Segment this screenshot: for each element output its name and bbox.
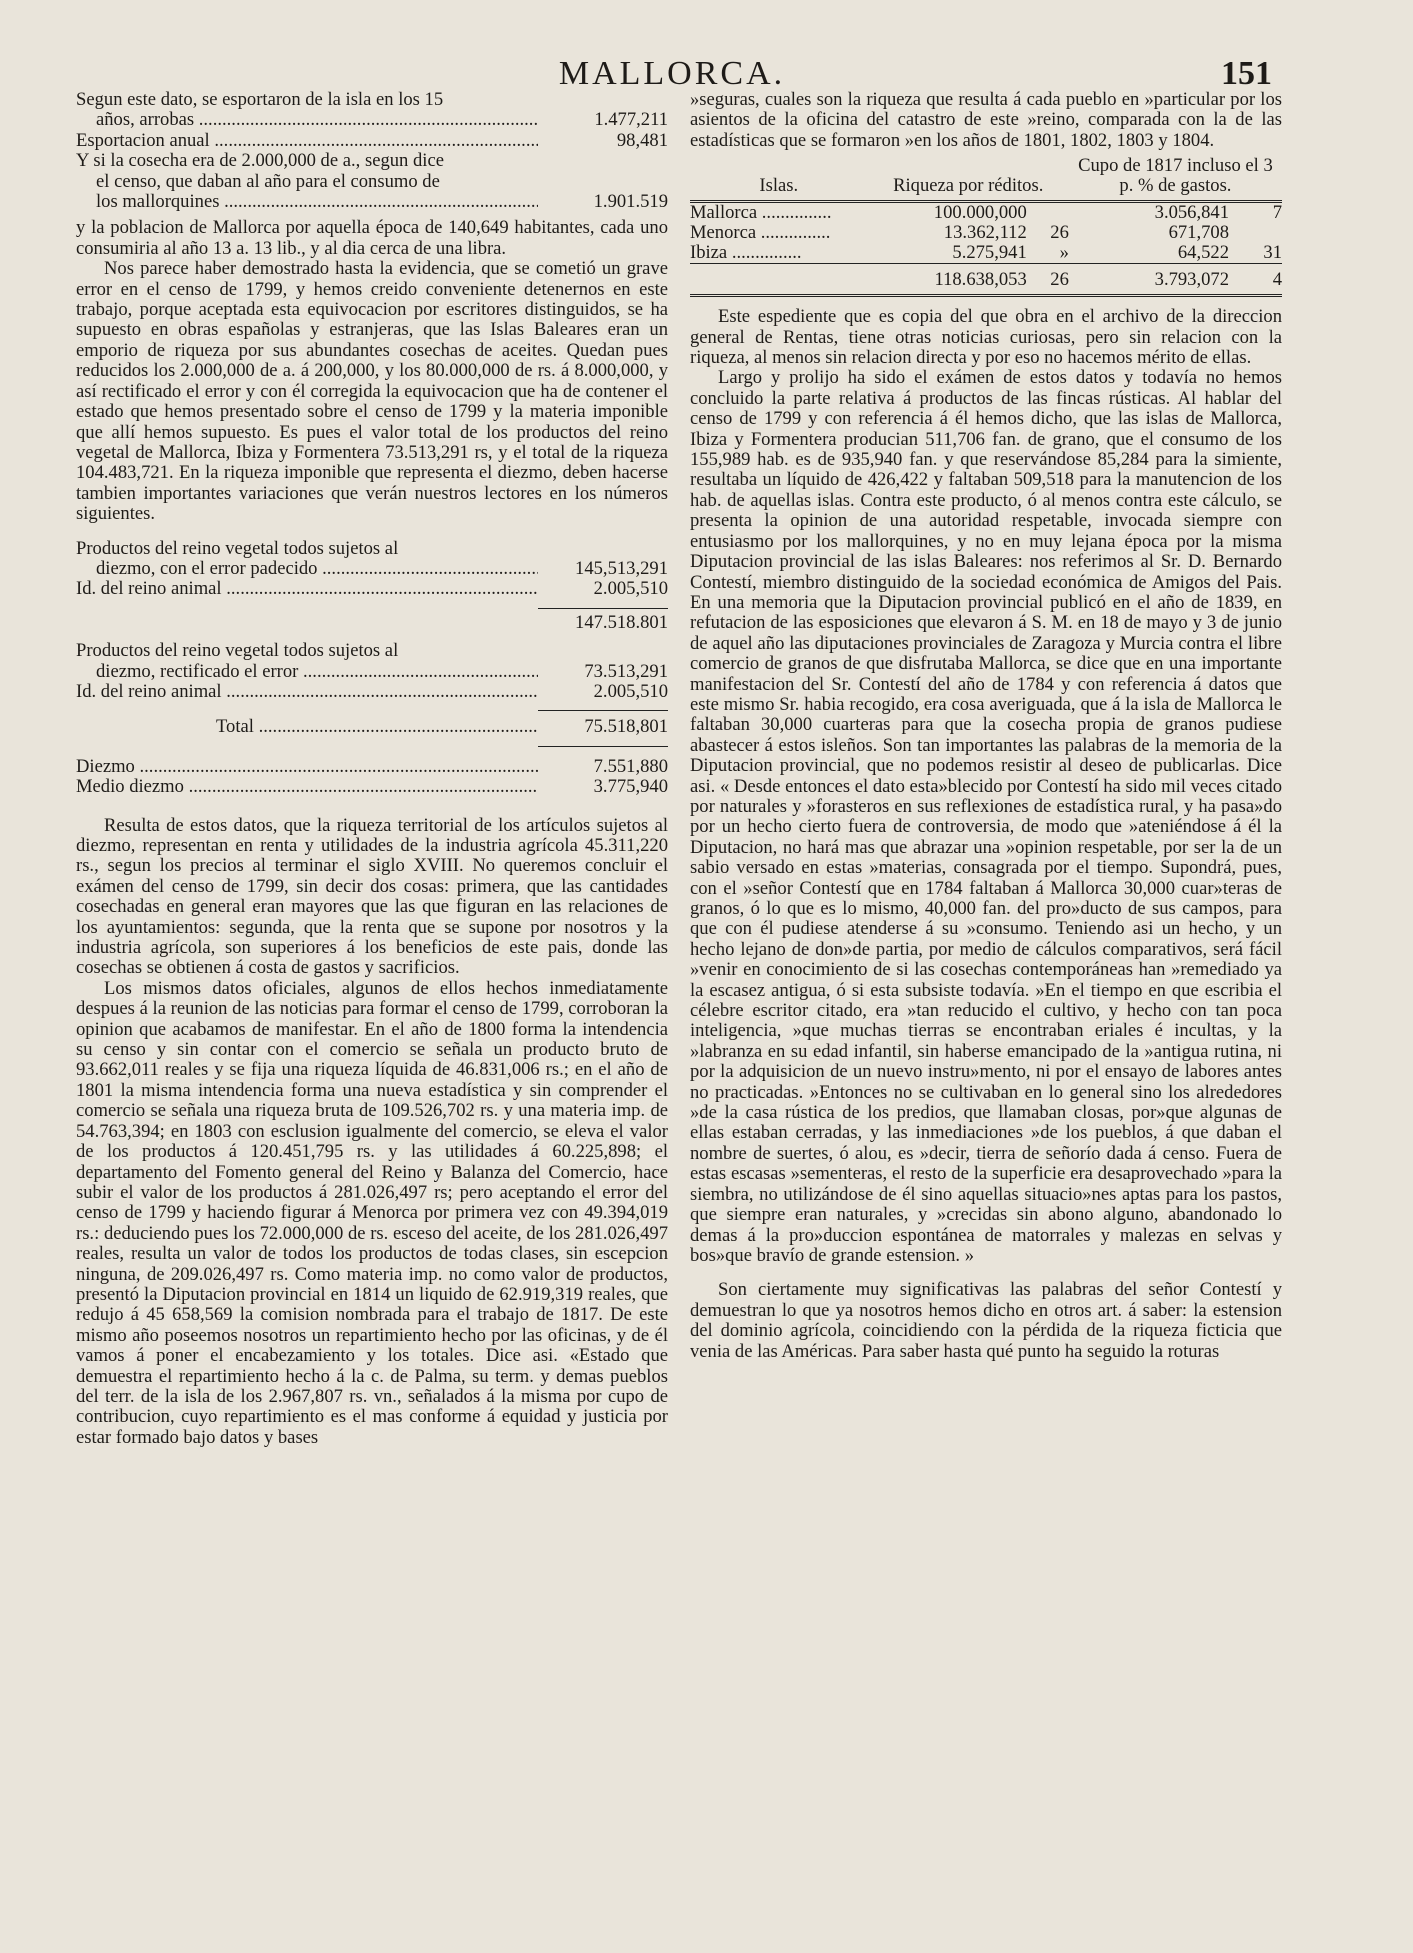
ledger-line (76, 151, 668, 212)
riqueza-table (690, 155, 1282, 297)
table-row (690, 202, 1282, 224)
ledger-amount: 75.518,801 (584, 716, 668, 738)
sum-rule (538, 608, 668, 609)
cell-cupo: 64,522 (1177, 242, 1230, 264)
paragraph: y la poblacion de Mallorca por aquella época de 140,649 habitantes, cada uno consumiria al año 13 a. 13 lib., y al dia cerca de una libra. (76, 217, 668, 259)
ledger-label: Segun este dato, se esportaron de la isla en los 15 (76, 90, 444, 110)
cell-cupo: 3.056,841 (1154, 202, 1230, 224)
table-row (690, 243, 1282, 264)
tithe-ledger (76, 539, 668, 798)
col-header-riqueza: Riqueza por réditos. (868, 155, 1069, 202)
paragraph: Nos parece haber demostrado hasta la evidencia, que se cometió un grave error en el censo de 1799, y hemos creido conveniente detenernos en este trabajo, porque aceptada esta equivocacion por escritores distinguidos, se ha supuesto en obras españolas y estranjeras, que las Islas Baleares eran un emporio de riqueza por sus abundantes cosechas de aceites. Quedan pues reducidos los 2.000,000 de a. á 200,000, y los 80.000,000 de rs. á 8.000,000, y así rectificado el error y con él corregida la equivocacion que ha de contener el estado que hemos presentado sobre el censo de 1799 y la materia imponible que allí hemos supuesto. Es pues el valor total de los productos del reino vegetal de Mallorca, Ibiza y Formentera 73.513,291 rs, y el total de la riqueza 104.483,721. En la riqueza imponible que representa el diezmo, deben hacerse tambien importantes variaciones que verán nuestros lectores en los números siguientes. (76, 258, 668, 525)
cell-cupo: 671,708 (1168, 222, 1230, 244)
cell-cupo-frac: 7 (1272, 202, 1282, 224)
sum-rule (538, 746, 668, 747)
ledger-label: años, arrobas ..... (96, 110, 538, 130)
ledger-line (76, 131, 668, 151)
cell-riqueza: 5.275,941 (952, 242, 1027, 264)
ledger-label: Total ..... (76, 717, 538, 737)
right-column (690, 90, 1282, 1362)
ledger-amount: 73.513,291 (584, 660, 668, 682)
ledger-amount: 145,513,291 (575, 557, 668, 579)
ledger-amount: 7.551,880 (593, 755, 668, 777)
page-title: MALLORCA. (558, 55, 786, 92)
ledger-amount: 2.005,510 (593, 680, 668, 702)
ledger-label: diezmo, rectificado el error ..... (96, 662, 538, 682)
ledger-label: diezmo, con el error padecido ..... (96, 559, 538, 579)
cell-total-cupo-frac: 4 (1229, 264, 1282, 291)
paragraph: Este espediente que es copia del que obra en el archivo de la direccion general de Rentas, tiene otras noticias curiosas, pero sin relacion con la riqueza, al menos sin relacion directa y por eso no hacemos mérito de ellas. (690, 306, 1282, 369)
table-row (690, 223, 1282, 243)
ledger-line (76, 90, 668, 131)
cell-riqueza: 13.362,112 (943, 222, 1027, 244)
cell-riqueza: 100.000,000 (933, 202, 1027, 224)
cell-cupo-frac (1229, 223, 1282, 243)
table-total-row (690, 264, 1282, 291)
cell-total-riqueza-frac: 26 (1027, 264, 1069, 291)
col-header-cupo: Cupo de 1817 incluso el 3 p. % de gastos. (1069, 155, 1282, 202)
cell-riqueza-frac (1027, 202, 1069, 224)
cell-isla: Mallorca ..... (690, 202, 868, 224)
ledger-amount: 3.775,940 (593, 776, 668, 798)
ledger-label: los mallorquines ..... (96, 192, 538, 212)
ledger-label: Esportacion anual ..... (76, 131, 538, 151)
cell-total-riqueza: 118.638,053 (868, 264, 1027, 291)
ledger-label: Y si la cosecha era de 2.000,000 de a., segun dice (76, 151, 444, 172)
ledger-label: Diezmo ..... (76, 757, 538, 777)
cell-riqueza-frac: » (1059, 242, 1069, 264)
page-number: 151 (1221, 55, 1272, 92)
cell-cupo-frac: 31 (1263, 242, 1282, 264)
cell-riqueza-frac: 26 (1050, 222, 1069, 244)
ledger-label: Id. del reino animal ..... (76, 682, 538, 702)
cell-isla: Menorca ..... (690, 223, 868, 243)
ledger-amount: 1.477,211 (594, 109, 668, 131)
export-ledger (76, 90, 668, 212)
ledger-amount: 1.901.519 (593, 191, 668, 213)
left-column (76, 90, 668, 1448)
ledger-amount: 2.005,510 (593, 578, 668, 600)
paragraph: Resulta de estos datos, que la riqueza territorial de los artículos sujetos al diezmo, representan en renta y utilidades de la industria agrícola 45.311,220 rs., segun los precios al terminar el siglo XVIII. No queremos concluir el exámen del censo de 1799, sin decir dos cosas: primera, que las cantidades cosechadas en general eran mayores que las que figuran en las relaciones de los ayuntamientos: segunda, que la renta que se supone por nosotros y la industria agrícola, son superiores á los beneficios de este pais, donde las cosechas se obtienen á costa de gastos y sacrificios. (76, 814, 668, 979)
table-end-rule (690, 290, 1282, 296)
ledger-amount: 147.518.801 (575, 611, 668, 633)
ledger-label: Id. del reino animal ..... (76, 579, 538, 599)
ledger-label: Productos del reino vegetal todos sujetos al (76, 641, 399, 662)
paragraph: Los mismos datos oficiales, algunos de ellos hechos inmediatamente despues á la reunion de las noticias para formar el censo de 1799, corroboran la opinion que acabamos de manifestar. En el año de 1800 forma la intendencia su censo y sin contar con el comercio se señala un producto bruto de 93.662,011 reales y se fija una riqueza líquida de 46.831,006 rs.; en el año de 1801 la misma intendencia forma una nueva estadística y sin comprender el comercio se señala una riqueza bruta de 109.526,702 rs. y una materia imp. de 54.763,394; en 1803 con esclusion igualmente del comercio, se eleva el valor de los productos á 120.451,795 rs. y las utilidades á 60.225,898; el departamento del Fomento general del Reino y Balanza del Comercio, hace subir el valor de los productos á 281.026,497 rs; pero aceptando el error del censo de 1799 y haciendo figurar á Menorca por primera vez con 49.394,019 rs.: deduciendo pues los 72.000,000 de rs. esceso del aceite, de los 281.026,497 reales, resulta un valor de todos los productos de todas clases, sin escepcion ninguna, de 209.026,497 rs. Como materia imp. no como valor de productos, presentó la Diputacion provincial en 1814 un liquido de 62.919,319 reales, que redujo á 45 658,569 la comision nombrada para el trabajo de 1817. De este mismo año poseemos nosotros un repartimiento hecho por las oficinas, y de él vamos á poner el encabezamiento y los totales. Dice asi. «Estado que demuestra el repartimiento hecho á la c. de Palma, su term. y demas pueblos del terr. de la isla de los 2.967,807 rs. vn., señalados á la misma por cupo de contribucion, cuyo repartimiento es el mas conforme á equidad y justicia por estar formado bajo datos y bases (76, 977, 668, 1448)
sum-rule (538, 710, 668, 711)
ledger-label: Medio diezmo ..... (76, 777, 538, 797)
ledger-amount: 98,481 (616, 129, 668, 151)
ledger-label: el censo, que daban al año para el consumo de (96, 171, 440, 192)
ledger-label: Productos del reino vegetal todos sujetos al (76, 538, 399, 559)
paragraph: Son ciertamente muy significativas las palabras del señor Contestí y demuestran lo que ya nosotros hemos dicho en otros art. á saber: la estension del dominio agrícola, coincidiendo con la pérdida de la riqueza ficticia que venia de las Américas. Para saber hasta qué punto ha seguido la roturas (690, 1279, 1282, 1362)
cell-isla: Ibiza ..... (690, 243, 868, 264)
cell-total-cupo: 3.793,072 (1069, 264, 1229, 291)
paragraph: »seguras, cuales son la riqueza que resulta á cada pueblo en »particular por los asientos de la oficina del catastro de este »reino, comparada con la de las estadísticas que se formaron »en los años de 1801, 1802, 1803 y 1804. (690, 89, 1282, 151)
col-header-islas: Islas. (690, 155, 868, 202)
paragraph: Largo y prolijo ha sido el exámen de estos datos y todavía no hemos concluido la parte relativa á productos de las fincas rústicas. Al hablar del censo de 1799 y con referencia á él hemos dicho, que las islas de Mallorca, Ibiza y Formentera producian 511,706 fan. de grano, que el consumo de los 155,989 hab. es de 935,940 fan. y que reservándose 85,284 para la simiente, resultaba un líquido de 426,422 y faltaban 509,518 para la manutencion de los hab. de aquellas islas. Contra este producto, ó al menos contra este cálculo, se presenta la opinion de una autoridad respetable, invocada siempre con entusiasmo por los mallorquines, y no en muy lejana época por la misma Diputacion provincial de las islas Baleares: nos referimos al Sr. D. Bernardo Contestí, miembro distinguido de la sociedad económica de Amigos del Pais. En una memoria que la Diputacion provincial publicó en el año de 1839, en refutacion de las esposiciones que elevaron á S. M. en 18 de mayo y 3 de junio de aquel año las diputaciones provinciales de Zaragoza y Murcia contra el libre comercio de granos de que disfrutaba Mallorca, se dice que en una importante manifestacion del Sr. Contestí del año de 1784 y con referencia á datos que este mismo Sr. habia recogido, era cosa averiguada, que á la isla de Mallorca le faltaban 30,000 cuarteras para que la cosecha propia de granos pudiese abastecer á estos isleños. Son tan importantes las palabras de la memoria de la Diputacion provincial, que no podemos resistir al deseo de publicarlas. Dice asi. « Desde entonces el dato esta»blecido por Contestí ha sido mil veces citado por naturales y »forasteros en sus reflexiones de estadística rural, y ha pasa»do por un hecho cierto fuera de controversia, de modo que »ateniéndose á él la Diputacion, no hará mas que abrazar una »opinion respetable, por ser la de un sabio versado en estas »materias, consagrada por el tiempo. Supondrá, pues, con el »señor Contestí que en 1784 faltaban á Mallorca 30,000 cuar»teras de granos, ó lo que es lo mismo, 40,000 fan. del pro»ducto de sus campos, para que con él pudiese atenderse á su »consumo. Teniendo asi un hecho, y un hecho lejano de don»de partia, por medio de cálculos comparativos, será fácil »venir en conocimiento de si las cosechas contemporáneas han »remediado ya la escasez antigua, ó si esta subsiste todavía. »En el tiempo en que escribia el célebre escritor citado, era »tan reducido el cultivo, y hecho con tan poca inteligencia, »que muchas tierras se encontraban eriales é incultas, y la »labranza en su edad infantil, sin haberse emancipado de la »antigua rutina, ni por la adquisicion de un nuevo instru»mento, ni por el ensayo de labores antes no practicadas. »Entonces no se cultivaban en lo general sino los alrededores »de la casa rústica de los predios, que llamaban closas, por»que algunas de ellas estaban cerradas, y las inmediaciones »de los pueblos, á que daban el nombre de suertes, ó alou, es »decir, tierra de señorío dada á censo. Fuera de estas escasas »sementeras, el resto de la superficie era desaprovechado »para la siembra, no utilizándose de él sino aquellas situacio»nes aptas para los pastos, que siempre eran naturales, y »crecidas sin abono alguno, abandonado lo demas á la pro»duccion espontánea de matorrales y malezas en selvas y bos»que bravío de grande estension. » (690, 367, 1282, 1266)
